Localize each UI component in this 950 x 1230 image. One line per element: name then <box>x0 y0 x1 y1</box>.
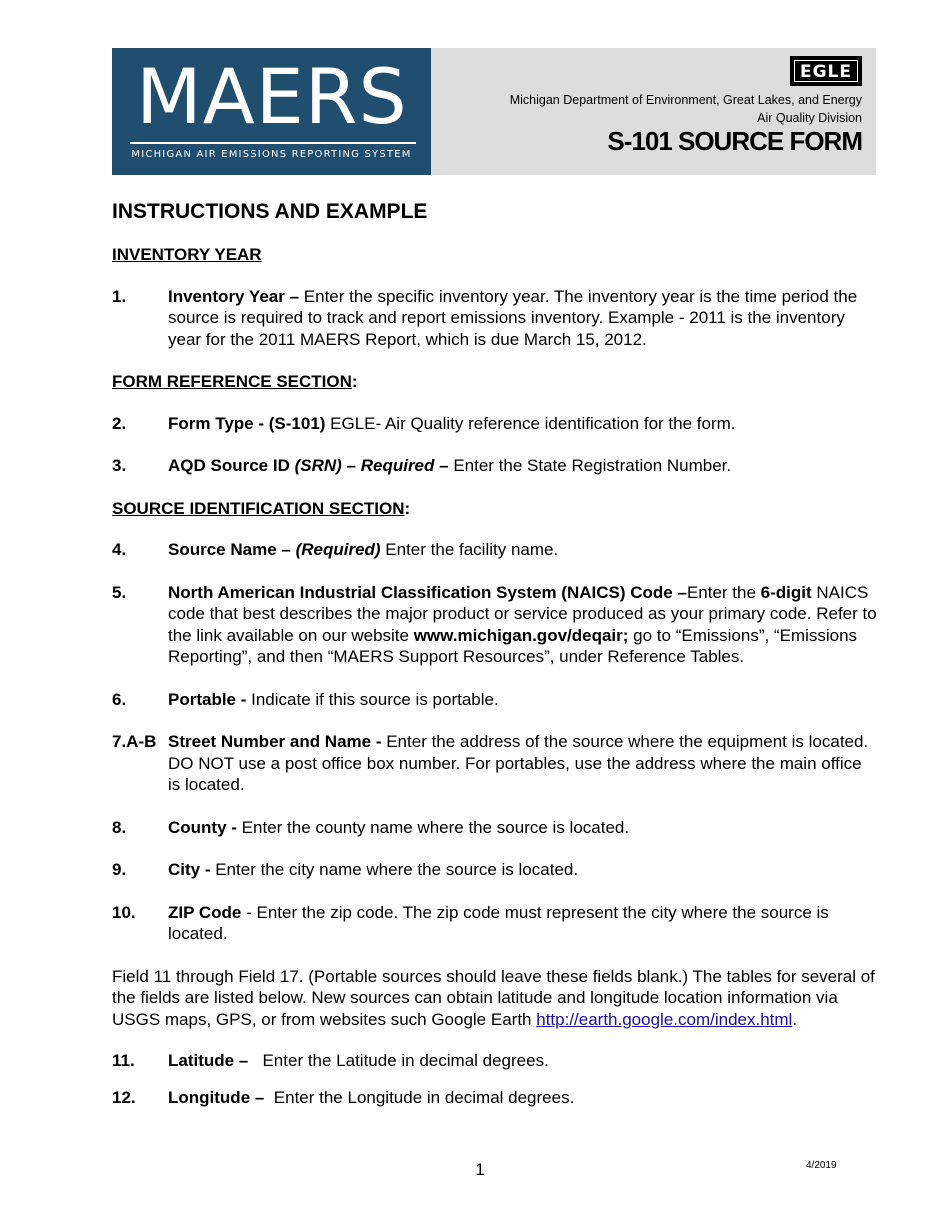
item-text: Enter the Longitude in decimal degrees. <box>264 1087 575 1107</box>
item-body <box>168 455 877 477</box>
item-label-srn: (SRN) <box>294 456 342 475</box>
form-header <box>112 48 876 175</box>
item-number: 11. <box>112 1051 135 1070</box>
item-text: Enter the specific inventory year. The inventory year is the time period the source is required to track and report emissions inventory. Example - 2011 is the inventory year for the 2011 MAERS Report, which is due March 15, 2012. <box>168 286 858 349</box>
logo-divider <box>130 142 416 144</box>
item-number: 6. <box>112 689 127 709</box>
section-heading-source-id <box>112 498 877 520</box>
item-text: Enter the county name where the source is located. <box>236 817 630 837</box>
fields-note-paragraph <box>112 966 877 1031</box>
item-text: NAICS code that best describes the major product or service produced as your primary code. Refer to the link available on our website <box>168 582 877 645</box>
instructions-body <box>112 198 877 1129</box>
instruction-item-6 <box>112 689 877 711</box>
section-heading-text: FORM REFERENCE SECTION <box>112 372 352 391</box>
item-number: 7.A-B <box>112 732 157 751</box>
item-number: 12. <box>112 1087 136 1107</box>
item-label-required: Required <box>360 456 435 475</box>
item-text: Enter the <box>686 582 761 602</box>
item-body <box>168 582 877 668</box>
item-text: Enter the address of the source where the equipment is located. DO NOT use a post office box number. For portables, use the address where the main office is located. <box>168 732 869 794</box>
item-label: AQD Source ID <box>168 456 295 475</box>
form-title: S-101 SOURCE FORM <box>607 126 862 156</box>
item-body <box>168 689 877 711</box>
item-text: - Enter the zip code. The zip code must represent the city where the source is located. <box>168 902 829 943</box>
item-text: Enter the Latitude in decimal degrees. <box>248 1051 549 1070</box>
item-label: ZIP Code <box>168 902 242 922</box>
item-number: 10. <box>112 902 136 922</box>
item-text: go to “Emissions”, “Emissions Reporting”, and then “MAERS Support Resources”, under Reference Tables. <box>168 625 858 666</box>
item-text: Indicate if this source is portable. <box>246 689 499 709</box>
item-body <box>168 902 877 945</box>
instruction-item-3 <box>112 455 877 477</box>
item-text: Enter the facility name. <box>380 540 559 559</box>
item-body <box>168 859 877 881</box>
item-label: Form Type - (S-101) <box>168 413 326 433</box>
item-body <box>168 1087 877 1109</box>
section-heading-text: SOURCE IDENTIFICATION SECTION <box>112 498 405 518</box>
instruction-item-7 <box>112 731 877 796</box>
item-label-dash: – <box>434 456 449 475</box>
item-label: Inventory Year – <box>168 286 300 306</box>
item-body <box>168 1050 877 1072</box>
item-body <box>168 539 877 561</box>
google-earth-link[interactable]: http://earth.google.com/index.html <box>536 1009 793 1029</box>
page-number: 1 <box>475 1160 485 1179</box>
item-label: County - <box>168 817 237 837</box>
item-bold-text: 6-digit <box>760 582 812 602</box>
item-label: North American Industrial Classification System (NAICS) Code – <box>168 582 687 602</box>
item-label: Portable - <box>168 689 247 709</box>
item-label: Latitude – <box>168 1051 249 1070</box>
item-number: 8. <box>112 817 127 837</box>
item-number: 3. <box>112 456 127 475</box>
instruction-item-10 <box>112 902 877 945</box>
instruction-item-12 <box>112 1087 877 1109</box>
agency-name: Michigan Department of Environment, Great Lakes, and Energy <box>509 93 862 107</box>
page-title: INSTRUCTIONS AND EXAMPLE <box>112 200 428 223</box>
item-label-required: (Required) <box>295 540 381 559</box>
item-body <box>168 286 877 351</box>
instruction-item-5 <box>112 582 877 668</box>
item-text: Enter the city name where the source is located. <box>210 860 579 879</box>
item-label: City - <box>168 860 211 879</box>
item-text: Enter the State Registration Number. <box>448 456 732 475</box>
item-number: 2. <box>112 413 127 433</box>
egle-logo <box>790 56 862 86</box>
paragraph-text: Field 11 through Field 17. (Portable sources should leave these fields blank.) The tables for several of the fields are listed below. New sources can obtain latitude and longitude location information via USGS maps, GPS, or from websites such Google Earth <box>112 966 875 1029</box>
item-number: 5. <box>112 582 127 602</box>
instruction-item-8 <box>112 817 877 839</box>
division-name: Air Quality Division <box>757 111 862 125</box>
section-heading-inventory <box>112 244 877 266</box>
instruction-item-4 <box>112 539 877 561</box>
item-label: Street Number and Name - <box>168 732 382 751</box>
instruction-item-1 <box>112 286 877 351</box>
item-text: EGLE- Air Quality reference identification for the form. <box>325 413 736 433</box>
section-heading-colon: : <box>351 372 358 391</box>
egle-logo-text: EGLE <box>794 60 858 82</box>
logo-subtitle: MICHIGAN AIR EMISSIONS REPORTING SYSTEM <box>131 149 412 160</box>
item-number: 1. <box>112 286 127 306</box>
item-number: 4. <box>112 540 127 559</box>
instruction-item-9 <box>112 859 877 881</box>
item-body <box>168 731 877 796</box>
section-heading-form-reference <box>112 371 877 393</box>
website-reference: www.michigan.gov/deqair; <box>413 625 629 645</box>
section-heading-text: INVENTORY YEAR <box>112 245 262 264</box>
item-label: Longitude – <box>168 1087 265 1107</box>
item-body <box>168 413 877 435</box>
maers-logo <box>112 48 431 175</box>
paragraph-end: . <box>792 1009 798 1029</box>
instruction-item-11 <box>112 1050 877 1072</box>
revision-date: 4/2019 <box>806 1160 837 1171</box>
item-label-dash: – <box>341 456 361 475</box>
item-number: 9. <box>112 860 127 879</box>
item-label: Source Name – <box>168 540 296 559</box>
logo-text: MAERS <box>136 52 408 141</box>
section-heading-colon: : <box>404 498 411 518</box>
item-body <box>168 817 877 839</box>
instruction-item-2 <box>112 413 877 435</box>
